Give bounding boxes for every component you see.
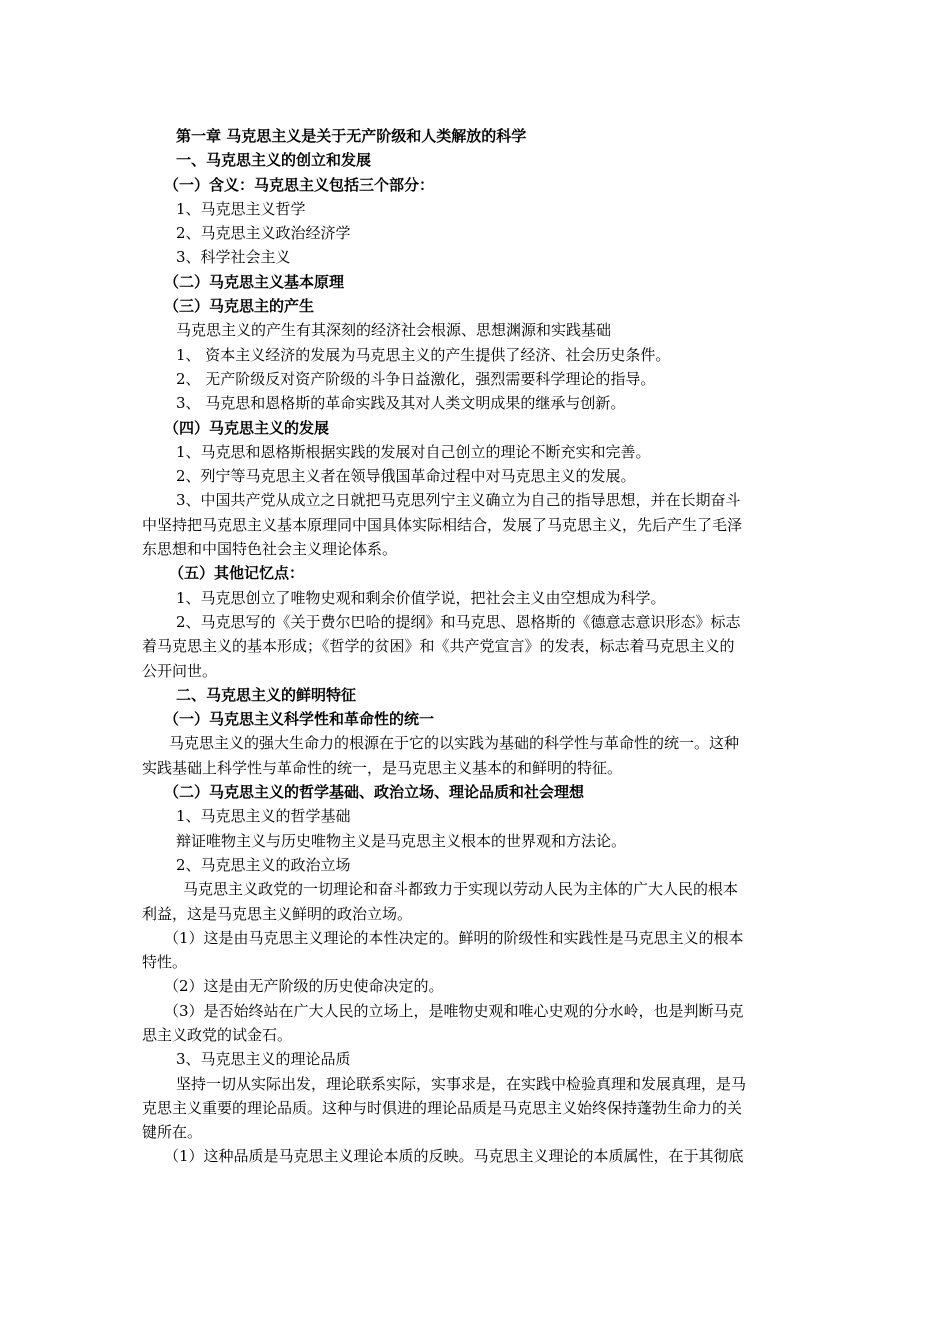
- text-line: （2）这是由无产阶级的历史使命决定的。: [164, 977, 444, 996]
- text-line: 3、马克思主义的理论品质: [176, 1050, 351, 1069]
- document-body: [142, 124, 812, 1169]
- text-line: 中坚持把马克思主义基本原理同中国具体实际相结合，发展了马克思主义，先后产生了毛泽: [142, 515, 743, 534]
- text-line: 2、马克思主义的政治立场: [176, 855, 351, 874]
- text-line: 着马克思主义的基本形成；《哲学的贫困》和《共产党宣言》的发表，标志着马克思主义的: [142, 637, 735, 656]
- text-line: 1、马克思主义哲学: [176, 199, 306, 218]
- text-line: 利益，这是马克思主义鲜明的政治立场。: [142, 904, 413, 923]
- text-line: 辩证唯物主义与历史唯物主义是马克思主义根本的世界观和方法论。: [176, 831, 627, 850]
- heading-line: 第一章 马克思主义是关于无产阶级和人类解放的科学: [176, 127, 527, 145]
- text-line: 1、马克思主义的哲学基础: [176, 807, 351, 826]
- text-line: 3、科学社会主义: [176, 248, 291, 267]
- text-line: 公开问世。: [142, 661, 218, 680]
- text-line: 东思想和中国特色社会主义理论体系。: [142, 540, 398, 559]
- text-line: 2、列宁等马克思主义者在领导俄国革命过程中对马克思主义的发展。: [176, 467, 636, 486]
- text-line: 特性。: [142, 953, 188, 972]
- heading-line: 一、马克思主义的创立和发展: [176, 151, 372, 170]
- heading-line: 二、马克思主义的鲜明特征: [176, 685, 357, 704]
- text-line: （3）是否始终站在广大人民的立场上，是唯物史观和唯心史观的分水岭，也是判断马克: [164, 1001, 744, 1020]
- text-line: 1、马克思创立了唯物史观和剩余价值学说，把社会主义由空想成为科学。: [176, 588, 666, 607]
- text-line: 马克思主义的强大生命力的根源在于它的以实践为基础的科学性与革命性的统一。这种: [169, 734, 740, 753]
- text-line: 3、 马克思和恩格斯的革命实践及其对人类文明成果的继承与创新。: [176, 394, 626, 413]
- text-line: （1）这是由马克思主义理论的本性决定的。鲜明的阶级性和实践性是马克思主义的根本: [164, 928, 744, 947]
- text-line: 克思主义重要的理论品质。这种与时俱进的理论品质是马克思主义始终保持蓬勃生命力的关: [142, 1098, 743, 1117]
- heading-line: （四）马克思主义的发展: [164, 418, 330, 437]
- text-line: 2、 无产阶级反对资产阶级的斗争日益激化，强烈需要科学理论的指导。: [176, 369, 656, 388]
- text-line: 键所在。: [142, 1123, 203, 1142]
- text-line: 坚持一切从实际出发，理论联系实际，实事求是，在实践中检验真理和发展真理，是马: [176, 1074, 747, 1093]
- heading-line: （三）马克思主的产生: [164, 297, 315, 316]
- text-line: 1、 资本主义经济的发展为马克思主义的产生提供了经济、社会历史条件。: [176, 345, 671, 364]
- heading-line: （二）马克思主义基本原理: [164, 272, 345, 291]
- text-line: 1、马克思和恩格斯根据实践的发展对自己创立的理论不断充实和完善。: [176, 442, 651, 461]
- text-line: 2、马克思写的《关于费尔巴哈的提纲》和马克思、恩格斯的《德意志意识形态》标志: [176, 612, 741, 631]
- text-line: 实践基础上科学性与革命性的统一，是马克思主义基本的和鲜明的特征。: [142, 758, 623, 777]
- text-line: 思主义政党的试金石。: [142, 1025, 293, 1044]
- text-line: 3、中国共产党从成立之日就把马克思列宁主义确立为自己的指导思想，并在长期奋斗: [176, 491, 741, 510]
- heading-line: （一）含义：马克思主义包括三个部分：: [164, 175, 435, 194]
- text-line: 2、马克思主义政治经济学: [176, 224, 351, 243]
- text-line: 马克思主义的产生有其深刻的经济社会根源、思想渊源和实践基础: [176, 321, 612, 340]
- heading-line: （二）马克思主义的哲学基础、政治立场、理论品质和社会理想: [164, 783, 585, 802]
- heading-line: （一）马克思主义科学性和革命性的统一: [164, 710, 435, 729]
- text-line: （1）这种品质是马克思主义理论本质的反映。马克思主义理论的本质属性，在于其彻底: [164, 1147, 744, 1166]
- heading-line: （五）其他记忆点：: [169, 564, 305, 583]
- text-line: 马克思主义政党的一切理论和奋斗都致力于实现以劳动人民为主体的广大人民的根本: [183, 880, 739, 899]
